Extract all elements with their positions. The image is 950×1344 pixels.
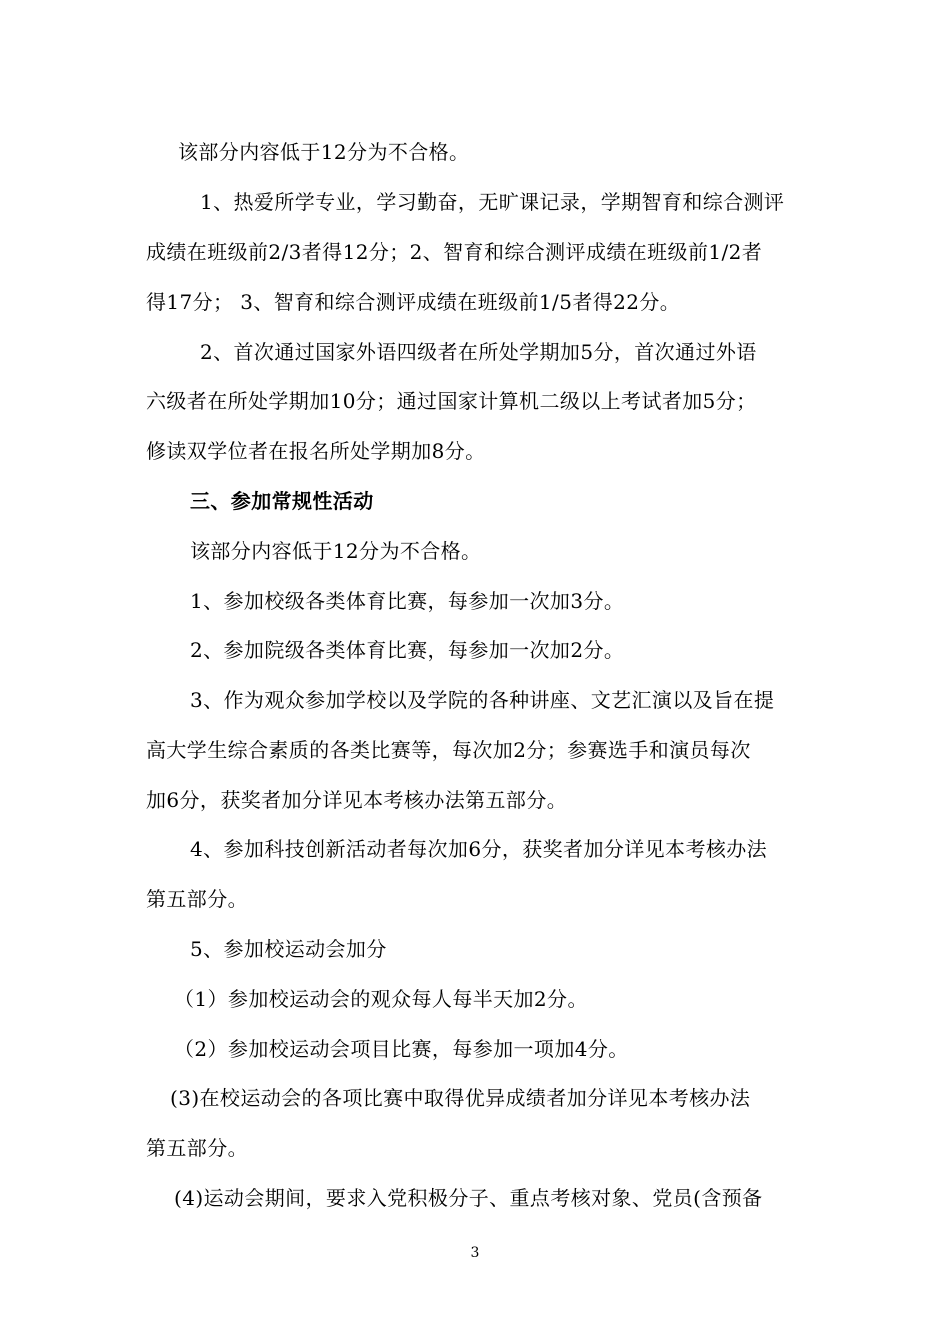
- paragraph-line: 2、参加院级各类体育比赛，每参加一次加2分。: [190, 638, 625, 662]
- paragraph-line: (3)在校运动会的各项比赛中取得优异成绩者加分详见本考核办法: [170, 1086, 751, 1110]
- paragraph-line: 4、参加科技创新活动者每次加6分，获奖者加分详见本考核办法: [190, 837, 768, 861]
- page-number: 3: [470, 1245, 480, 1261]
- paragraph-line: 1、参加校级各类体育比赛，每参加一次加3分。: [190, 589, 625, 613]
- paragraph-line: 5、参加校运动会加分: [190, 937, 387, 961]
- paragraph-line: 成绩在班级前2/3者得12分；2、智育和综合测评成绩在班级前1/2者: [146, 240, 763, 264]
- paragraph-line: 第五部分。: [146, 887, 248, 911]
- paragraph-line: 2、首次通过国家外语四级者在所处学期加5分，首次通过外语: [200, 340, 757, 364]
- paragraph-line: 加6分，获奖者加分详见本考核办法第五部分。: [146, 788, 568, 812]
- paragraph-line: （2）参加校运动会项目比赛，每参加一项加4分。: [174, 1037, 629, 1061]
- paragraph-line: 该部分内容低于12分为不合格。: [178, 140, 470, 164]
- paragraph-line: 修读双学位者在报名所处学期加8分。: [146, 439, 486, 463]
- paragraph-line: 得17分； 3、智育和综合测评成绩在班级前1/5者得22分。: [146, 290, 681, 314]
- paragraph-line: 1、热爱所学专业，学习勤奋，无旷课记录，学期智育和综合测评: [200, 190, 785, 214]
- paragraph-line: （1）参加校运动会的观众每人每半天加2分。: [174, 987, 588, 1011]
- paragraph-line: (4)运动会期间，要求入党积极分子、重点考核对象、党员(含预备: [174, 1186, 763, 1210]
- paragraph-line: 该部分内容低于12分为不合格。: [190, 539, 482, 563]
- paragraph-line: 高大学生综合素质的各类比赛等，每次加2分；参赛选手和演员每次: [146, 738, 751, 762]
- section-heading: 三、参加常规性活动: [190, 489, 374, 513]
- paragraph-line: 第五部分。: [146, 1136, 248, 1160]
- paragraph-line: 3、作为观众参加学校以及学院的各种讲座、文艺汇演以及旨在提: [190, 688, 775, 712]
- paragraph-line: 六级者在所处学期加10分；通过国家计算机二级以上考试者加5分；: [146, 389, 757, 413]
